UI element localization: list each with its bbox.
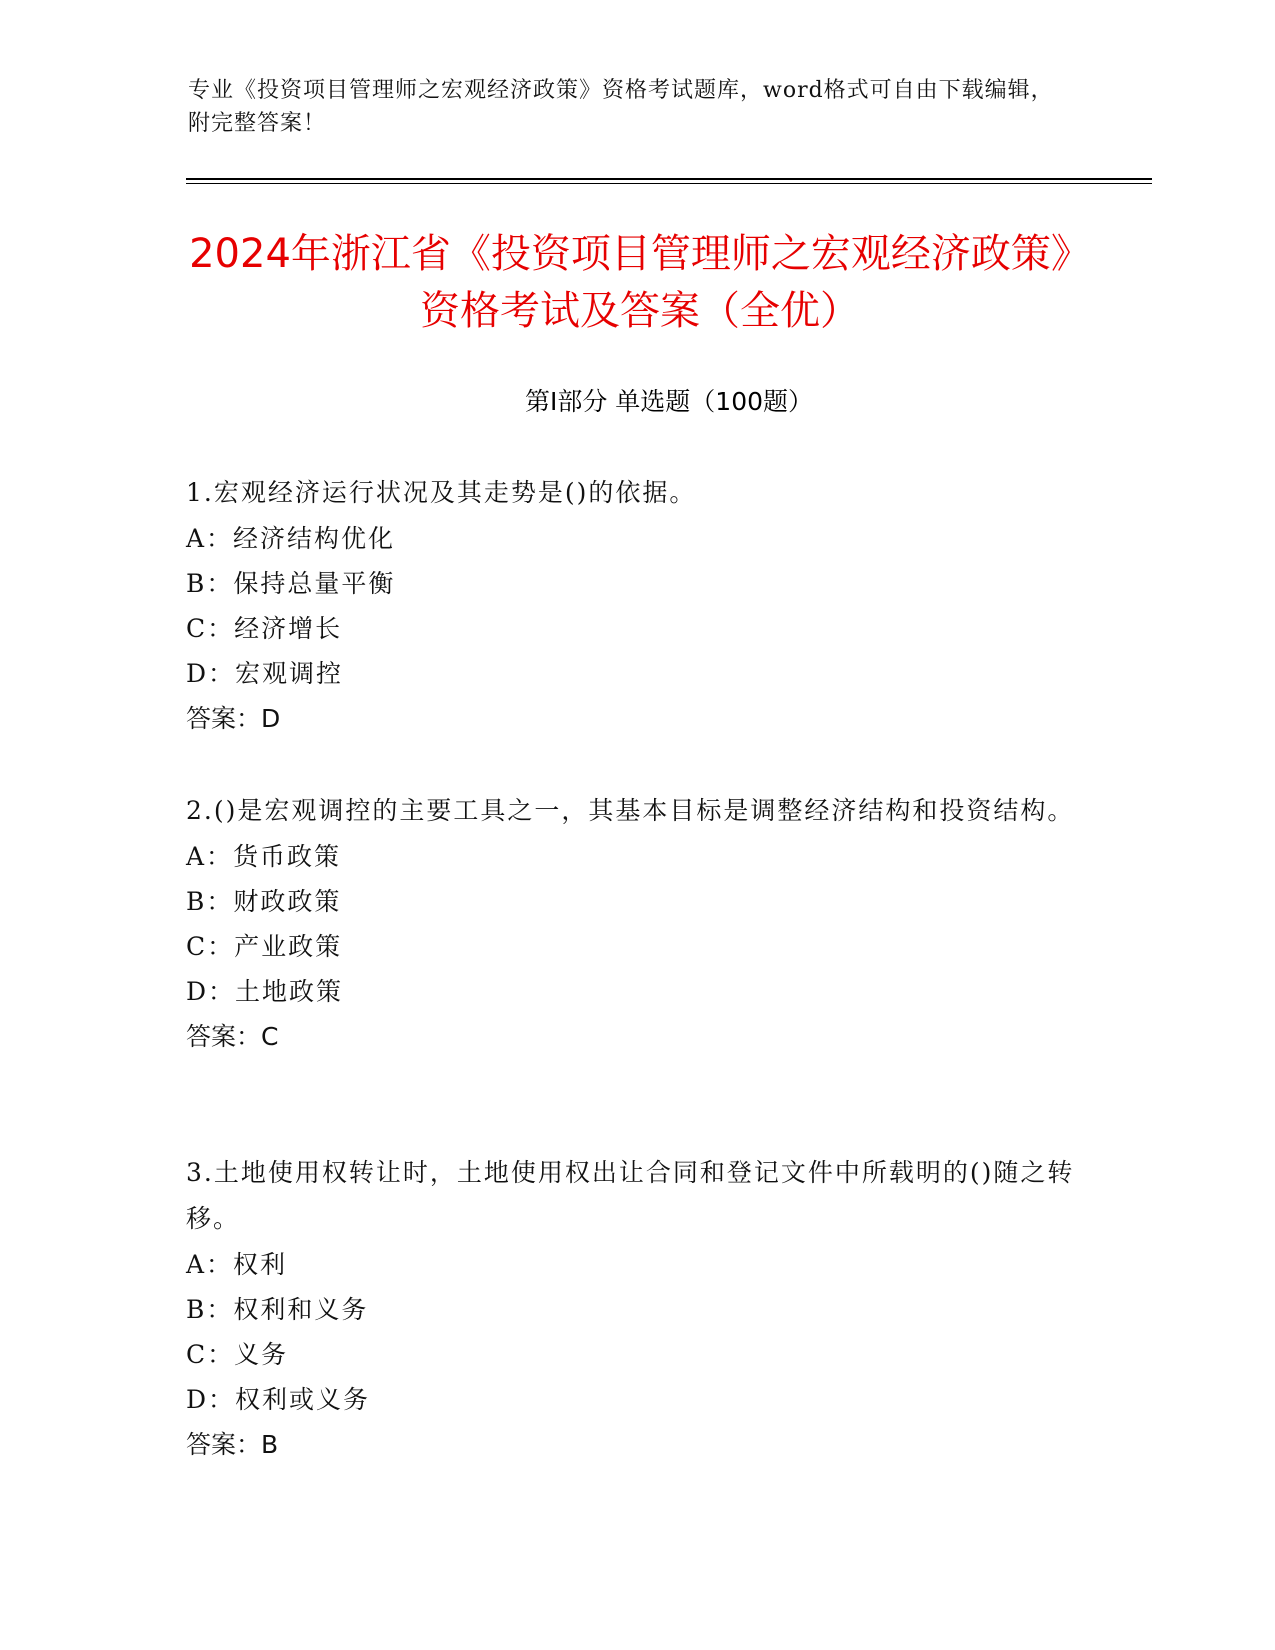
answer: 答案：B	[186, 1430, 279, 1459]
question-2	[186, 788, 1086, 1060]
question-3	[186, 1150, 1086, 1468]
option-a: A：货币政策	[186, 842, 342, 871]
question-stem: 3.土地使用权转让时，土地使用权出让合同和登记文件中所载明的()随之转移。	[186, 1158, 1075, 1233]
option-a: A：经济结构优化	[186, 524, 396, 553]
header-divider-thin	[186, 183, 1152, 184]
option-d: D：权利或义务	[186, 1385, 371, 1414]
question-stem: 2.()是宏观调控的主要工具之一，其基本目标是调整经济结构和投资结构。	[186, 796, 1075, 825]
option-b: B：财政政策	[186, 887, 342, 916]
answer: 答案：D	[186, 704, 281, 733]
option-d: D：宏观调控	[186, 659, 344, 688]
option-c: C：义务	[186, 1340, 289, 1369]
header-divider-thick	[186, 178, 1152, 180]
answer: 答案：C	[186, 1022, 279, 1051]
option-d: D：土地政策	[186, 977, 344, 1006]
option-a: A：权利	[186, 1250, 288, 1279]
option-b: B：保持总量平衡	[186, 569, 396, 598]
option-c: C：经济增长	[186, 614, 343, 643]
question-stem: 1.宏观经济运行状况及其走势是()的依据。	[186, 478, 697, 507]
option-b: B：权利和义务	[186, 1295, 369, 1324]
option-c: C：产业政策	[186, 932, 343, 961]
question-1	[186, 470, 1086, 742]
document-title: 2024年浙江省《投资项目管理师之宏观经济政策》资格考试及答案（全优）	[189, 231, 1091, 334]
header-note: 专业《投资项目管理师之宏观经济政策》资格考试题库，word格式可自由下载编辑，附完整答案！	[188, 78, 1054, 136]
section-heading: 第Ⅰ部分 单选题（100题）	[524, 387, 814, 416]
